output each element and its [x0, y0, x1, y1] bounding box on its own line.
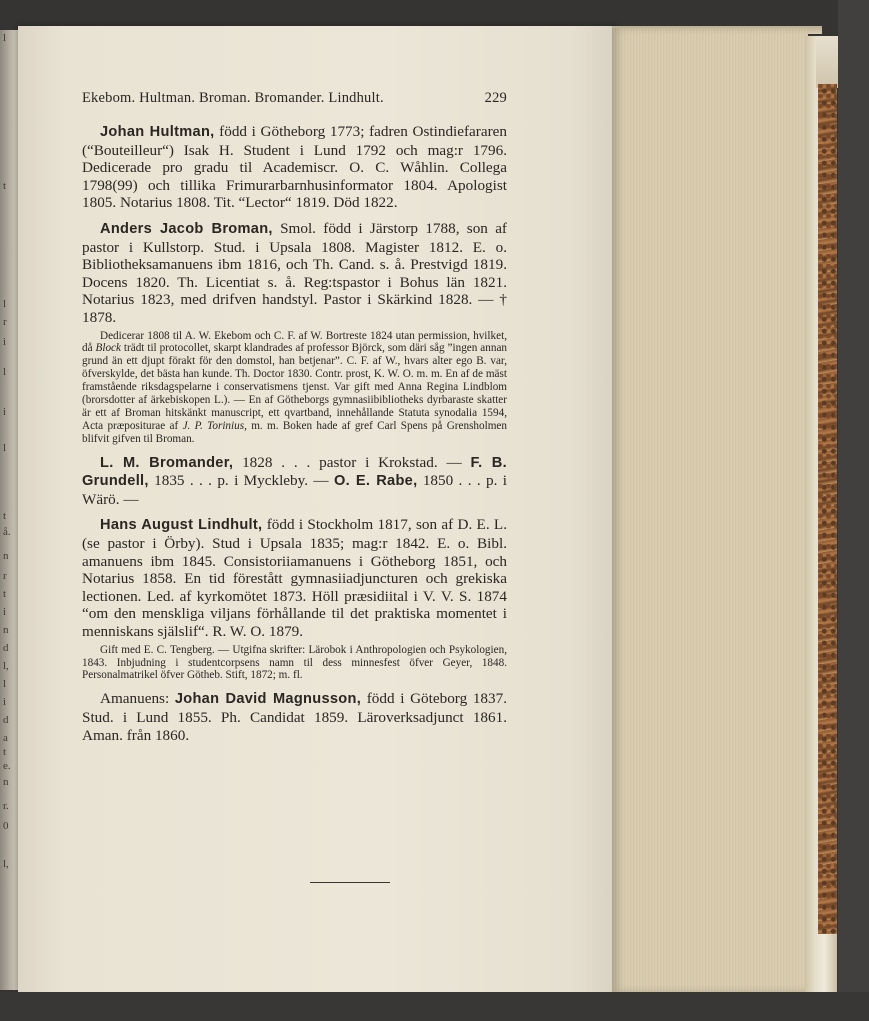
entry-text: 1835 . . . p. i Myckleby. —: [148, 472, 334, 490]
note-text: Dedicerar 1808 til A. W. Ekebom och C. F. af W. Bortreste 1824 utan permission, hvilket, då: [82, 329, 507, 355]
entry-name: Anders Jacob Broman,: [100, 220, 273, 237]
entry-text: född i Stockholm 1817, son af D. E. L. (se pastor i Örby). Stud i Upsala 1835; mag:r 1842. E. o. Bibl. amanuens ibm 1845. Consistoriiamanuens i Götheborg 1851, och Notarius 1858. En tid förestått gymnasiiadjuncturen och grekiska lectionen. Led. af kyrkomötet 1873. Höll præsidiital i V. V. S. 1874 “om den menskliga viljans förhållande til det praktiska momentet i menniskans själslif“. R. W. O. 1879.: [82, 516, 507, 641]
margin-fragment: t: [3, 510, 7, 522]
margin-fragment: i: [3, 606, 7, 618]
entry-name: L. M. Bromander,: [100, 454, 234, 471]
background-right: [838, 0, 869, 1021]
margin-fragment: a: [3, 732, 8, 744]
running-head-names: Ekebom. Hultman. Broman. Bromander. Lindhult.: [82, 90, 384, 106]
note-text: trädt til protocollet, skarpt klandrades af professor Björck, som däri såg ”ingen annan grund än ett djupt förakt för den domstol, han betjenar”. C. F. af W., hvars alter ego B. var, öfverskylde, det bästa han kunde. Th. Doctor 1830. Contr. prost, K. W. O. m. m. En af de mäst framstående riksdagspelarne i conservatismens tjenst. Var gift med Anna Regina Lindblom (brorsdotter af ärkebiskopen L.). — En af Götheborgs gymnasiibibliotheks dyrbaraste skatter är ett af Broman hitskänkt manuscript, ett qvartband, innehållande Statuta synodalia 1594, Acta præpositurae af: [82, 342, 507, 432]
margin-fragment: l,: [3, 858, 9, 870]
note-italic: Block: [95, 342, 121, 355]
margin-fragment: l: [3, 298, 7, 310]
entry-text: 1828 . . . pastor i Krokstad. —: [233, 453, 471, 471]
margin-fragment: l: [3, 32, 7, 44]
margin-fragment: n: [3, 776, 9, 788]
margin-fragment: å.: [3, 526, 11, 538]
margin-fragment: t: [3, 180, 7, 192]
entry-broman: [82, 220, 507, 327]
margin-fragment: d: [3, 642, 9, 654]
entry-note-lindhult: Gift med E. C. Tengberg. — Utgifna skrifter: Lärobok i Anthropologien och Psykologien, 1843. Inbjudning i studentcorpsens namn til dess minnesfest öfver Geyer, 1848. Personalmatrikel öfver Götheb. Stift, 1872; m. fl.: [82, 643, 507, 682]
margin-fragment: e.: [3, 760, 11, 772]
entry-name: F. B. Grundell,: [82, 454, 507, 490]
book-page: [18, 26, 618, 992]
entry-magnusson: [82, 690, 507, 744]
margin-fragment: n: [3, 624, 9, 636]
margin-fragment: r: [3, 570, 7, 582]
margin-fragment: i: [3, 336, 7, 348]
margin-fragment: l: [3, 442, 7, 454]
entry-name: O. E. Rabe,: [333, 473, 418, 490]
entries: [82, 123, 507, 744]
entry-bromander-grundell-rabe: [82, 454, 507, 509]
note-italic: J. P. Torinius,: [182, 419, 247, 432]
margin-fragment: n: [3, 550, 9, 562]
margin-fragment: t: [3, 588, 7, 600]
entry-name: Johan David Magnusson,: [174, 691, 362, 708]
margin-fragment: r: [3, 316, 7, 328]
entry-text: Smol. född i Järstorp 1788, son af pastor i Kullstorp. Stud. i Upsala 1808. Magister 1812. E. o. Bibliotheksamanuens ibm 1816, och Th. Cand. s. å. Prestvigd 1819. Docens 1820. Th. Licentiat s. å. Reg:tspastor i Bohus län 1821. Notarius 1823, med drifven handstyl. Pastor i Skärkind 1828. — † 1878.: [82, 219, 507, 326]
running-head: [82, 90, 507, 107]
note-text: m. m. Boken hade af gref Carl Spens på Grensholmen blifvit gifven til Broman.: [82, 419, 507, 445]
page-block-edge: [612, 28, 808, 992]
entry-text: född i Göteborg 1837. Stud. i Lund 1855. Ph. Candidat 1859. Läroverksadjunct 1861. Aman. från 1860.: [82, 690, 507, 744]
entry-prefix: Amanuens:: [100, 690, 175, 708]
entry-lindhult: [82, 516, 507, 640]
margin-fragment: r.: [3, 800, 9, 812]
background-bottom: [0, 992, 869, 1021]
margin-fragment: t: [3, 746, 7, 758]
margin-fragment: l,: [3, 660, 9, 672]
entry-name: Johan Hultman,: [100, 124, 215, 140]
entry-name: Hans August Lindhult,: [100, 517, 263, 534]
margin-fragment: l: [3, 678, 7, 690]
margin-fragment: i: [3, 406, 7, 418]
closing-rule: [310, 882, 390, 883]
spine-cap: [816, 36, 838, 88]
page-number: 229: [484, 90, 507, 106]
marbled-spine: [818, 84, 837, 934]
margin-fragment: i: [3, 696, 7, 708]
margin-fragment: d: [3, 714, 9, 726]
margin-fragment: l: [3, 366, 7, 378]
entry-hultman: [82, 123, 507, 212]
entry-note-broman: [82, 330, 507, 446]
margin-fragment: 0: [3, 820, 9, 832]
entry-text: född i Götheborg 1773; fadren Ostindiefararen (“Bouteilleur“) Isak H. Student i Lund 1792 och mag:r 1796. Dedicerade pro gradu til Academiscr. O. C. Wåhlin. Collega 1798(99) och tillika Frimurarbarnhusinformator 1804. Apologist 1805. Notarius 1808. Tit. “Lector“ 1819. Död 1822.: [82, 123, 507, 212]
entry-text: 1850 . . . p. i Wärö. —: [82, 472, 507, 508]
